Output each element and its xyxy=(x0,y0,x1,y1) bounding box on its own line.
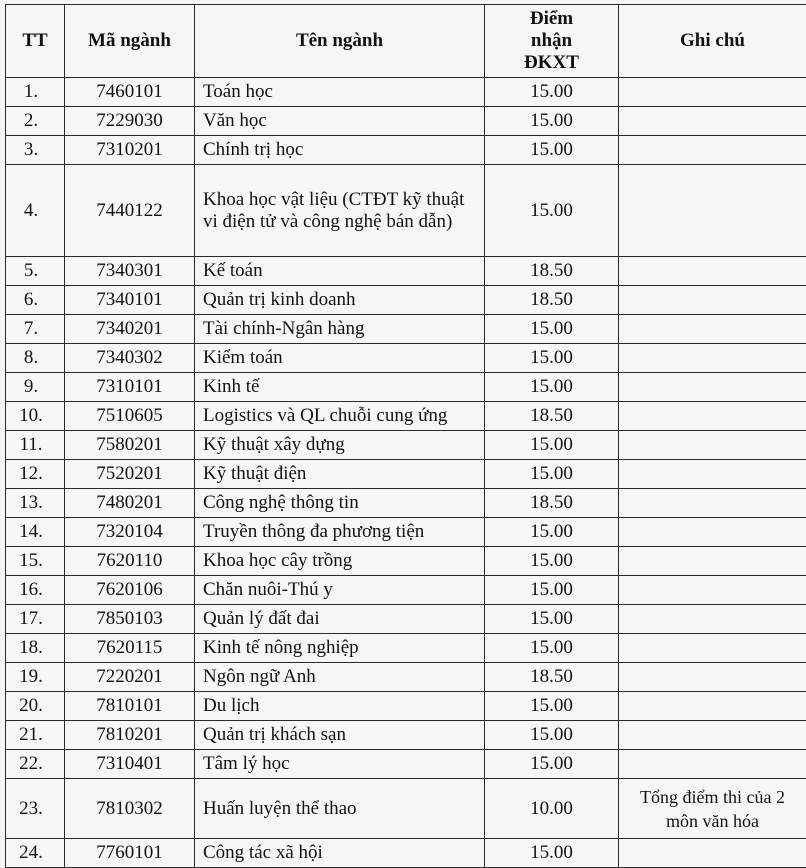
cell-tt: 16. xyxy=(6,576,65,605)
cell-name: Khoa học cây trồng xyxy=(195,547,485,576)
cell-code: 7310101 xyxy=(65,373,195,402)
table-row xyxy=(6,402,806,431)
table-header xyxy=(6,5,806,78)
cell-score: 15.00 xyxy=(485,315,619,344)
cell-name: Quản lý đất đai xyxy=(195,605,485,634)
cell-score: 15.00 xyxy=(485,721,619,750)
table-row xyxy=(6,721,806,750)
cell-note xyxy=(619,605,806,634)
cell-note xyxy=(619,663,806,692)
cell-code: 7340201 xyxy=(65,315,195,344)
table-row xyxy=(6,344,806,373)
table-row xyxy=(6,692,806,721)
cell-note: Tổng điểm thi của 2 môn văn hóa xyxy=(619,779,806,839)
cell-code: 7340101 xyxy=(65,286,195,315)
cell-name: Du lịch xyxy=(195,692,485,721)
cell-tt: 6. xyxy=(6,286,65,315)
cell-note xyxy=(619,721,806,750)
cell-tt: 1. xyxy=(6,78,65,107)
table-row xyxy=(6,257,806,286)
cell-code: 7310401 xyxy=(65,750,195,779)
cell-score: 15.00 xyxy=(485,165,619,257)
cell-name: Quản trị kinh doanh xyxy=(195,286,485,315)
cell-score: 10.00 xyxy=(485,779,619,839)
cell-name: Tài chính-Ngân hàng xyxy=(195,315,485,344)
cell-score: 15.00 xyxy=(485,460,619,489)
table-row xyxy=(6,750,806,779)
cell-name: Kỹ thuật điện xyxy=(195,460,485,489)
cell-tt: 20. xyxy=(6,692,65,721)
cell-note xyxy=(619,78,806,107)
cell-score: 15.00 xyxy=(485,344,619,373)
table-row xyxy=(6,460,806,489)
admission-score-table xyxy=(5,4,806,868)
cell-name: Kỹ thuật xây dựng xyxy=(195,431,485,460)
cell-score: 15.00 xyxy=(485,605,619,634)
cell-name: Chính trị học xyxy=(195,136,485,165)
header-tt: TT xyxy=(6,5,65,78)
cell-score: 18.50 xyxy=(485,663,619,692)
cell-code: 7220201 xyxy=(65,663,195,692)
table-row xyxy=(6,431,806,460)
cell-tt: 3. xyxy=(6,136,65,165)
cell-code: 7340302 xyxy=(65,344,195,373)
cell-note xyxy=(619,431,806,460)
cell-tt: 8. xyxy=(6,344,65,373)
cell-tt: 24. xyxy=(6,839,65,868)
cell-note xyxy=(619,136,806,165)
table-row xyxy=(6,576,806,605)
cell-score: 15.00 xyxy=(485,634,619,663)
cell-code: 7460101 xyxy=(65,78,195,107)
table-row xyxy=(6,165,806,257)
cell-score: 15.00 xyxy=(485,576,619,605)
cell-note xyxy=(619,576,806,605)
cell-name: Kế toán xyxy=(195,257,485,286)
cell-code: 7810201 xyxy=(65,721,195,750)
header-row xyxy=(6,5,806,78)
header-note: Ghi chú xyxy=(619,5,806,78)
cell-tt: 7. xyxy=(6,315,65,344)
table-row xyxy=(6,605,806,634)
cell-name: Kiểm toán xyxy=(195,344,485,373)
cell-score: 15.00 xyxy=(485,518,619,547)
table-row xyxy=(6,315,806,344)
cell-name: Ngôn ngữ Anh xyxy=(195,663,485,692)
table-row xyxy=(6,634,806,663)
cell-score: 15.00 xyxy=(485,431,619,460)
cell-score: 15.00 xyxy=(485,373,619,402)
cell-note xyxy=(619,286,806,315)
table-row xyxy=(6,286,806,315)
cell-score: 15.00 xyxy=(485,839,619,868)
cell-name: Tâm lý học xyxy=(195,750,485,779)
cell-tt: 2. xyxy=(6,107,65,136)
header-code: Mã ngành xyxy=(65,5,195,78)
cell-code: 7620115 xyxy=(65,634,195,663)
cell-note xyxy=(619,839,806,868)
cell-tt: 15. xyxy=(6,547,65,576)
cell-code: 7850103 xyxy=(65,605,195,634)
cell-name: Công nghệ thông tin xyxy=(195,489,485,518)
header-name: Tên ngành xyxy=(195,5,485,78)
cell-score: 15.00 xyxy=(485,692,619,721)
header-score: Điểm nhận ĐKXT xyxy=(485,5,619,78)
cell-tt: 5. xyxy=(6,257,65,286)
cell-tt: 19. xyxy=(6,663,65,692)
cell-tt: 23. xyxy=(6,779,65,839)
cell-score: 18.50 xyxy=(485,286,619,315)
cell-name: Toán học xyxy=(195,78,485,107)
cell-name: Kinh tế nông nghiệp xyxy=(195,634,485,663)
cell-note xyxy=(619,460,806,489)
cell-tt: 22. xyxy=(6,750,65,779)
table-row xyxy=(6,489,806,518)
cell-note xyxy=(619,402,806,431)
cell-code: 7620106 xyxy=(65,576,195,605)
table-row xyxy=(6,779,806,839)
cell-tt: 10. xyxy=(6,402,65,431)
cell-name: Văn học xyxy=(195,107,485,136)
cell-tt: 17. xyxy=(6,605,65,634)
cell-tt: 18. xyxy=(6,634,65,663)
cell-note xyxy=(619,518,806,547)
table-body xyxy=(6,78,806,868)
cell-code: 7620110 xyxy=(65,547,195,576)
cell-score: 15.00 xyxy=(485,107,619,136)
cell-tt: 12. xyxy=(6,460,65,489)
table-row xyxy=(6,107,806,136)
cell-code: 7760101 xyxy=(65,839,195,868)
cell-score: 18.50 xyxy=(485,257,619,286)
cell-name: Quản trị khách sạn xyxy=(195,721,485,750)
cell-code: 7810302 xyxy=(65,779,195,839)
cell-score: 18.50 xyxy=(485,489,619,518)
table-row xyxy=(6,547,806,576)
cell-note xyxy=(619,257,806,286)
cell-score: 15.00 xyxy=(485,78,619,107)
cell-name: Huấn luyện thể thao xyxy=(195,779,485,839)
cell-name: Kinh tế xyxy=(195,373,485,402)
cell-code: 7810101 xyxy=(65,692,195,721)
cell-code: 7480201 xyxy=(65,489,195,518)
table-row xyxy=(6,518,806,547)
cell-tt: 4. xyxy=(6,165,65,257)
cell-name: Truyền thông đa phương tiện xyxy=(195,518,485,547)
cell-score: 15.00 xyxy=(485,547,619,576)
table-row xyxy=(6,78,806,107)
cell-note xyxy=(619,750,806,779)
cell-tt: 14. xyxy=(6,518,65,547)
table-row xyxy=(6,663,806,692)
cell-tt: 9. xyxy=(6,373,65,402)
cell-note xyxy=(619,373,806,402)
cell-tt: 11. xyxy=(6,431,65,460)
cell-name: Logistics và QL chuỗi cung ứng xyxy=(195,402,485,431)
cell-code: 7520201 xyxy=(65,460,195,489)
cell-code: 7510605 xyxy=(65,402,195,431)
cell-code: 7310201 xyxy=(65,136,195,165)
table-row xyxy=(6,136,806,165)
table-row xyxy=(6,839,806,868)
cell-note xyxy=(619,692,806,721)
cell-tt: 13. xyxy=(6,489,65,518)
cell-code: 7580201 xyxy=(65,431,195,460)
table-row xyxy=(6,373,806,402)
cell-code: 7229030 xyxy=(65,107,195,136)
cell-name: Khoa học vật liệu (CTĐT kỹ thuật vi điện tử và công nghệ bán dẫn) xyxy=(195,165,485,257)
cell-note xyxy=(619,344,806,373)
cell-score: 15.00 xyxy=(485,136,619,165)
cell-note xyxy=(619,315,806,344)
cell-name: Chăn nuôi-Thú y xyxy=(195,576,485,605)
cell-note xyxy=(619,165,806,257)
cell-name: Công tác xã hội xyxy=(195,839,485,868)
cell-note xyxy=(619,489,806,518)
cell-score: 18.50 xyxy=(485,402,619,431)
cell-note xyxy=(619,107,806,136)
cell-tt: 21. xyxy=(6,721,65,750)
cell-code: 7440122 xyxy=(65,165,195,257)
cell-code: 7340301 xyxy=(65,257,195,286)
cell-note xyxy=(619,634,806,663)
cell-code: 7320104 xyxy=(65,518,195,547)
cell-score: 15.00 xyxy=(485,750,619,779)
cell-note xyxy=(619,547,806,576)
